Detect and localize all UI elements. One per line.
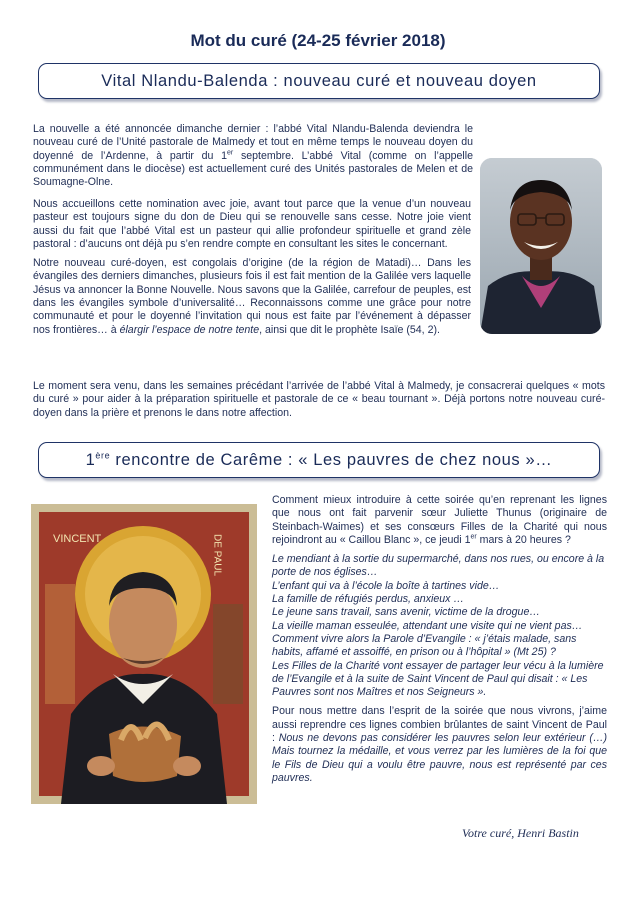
intro-text-end: mars à 20 heures ?	[476, 533, 571, 546]
banner-title: Vital Nlandu-Balenda : nouveau curé et nouveau doyen	[101, 71, 537, 90]
closing-italic: Nous ne devons pas considérer les pauvres selon leur extérieur (…) Mais tournez la médaille, et vous verrez par les lumières de la foi que le Fils de Dieu qui a voulu être pauvre, nous est représenté par ces pauvres.	[272, 732, 607, 784]
para4-text: Le moment sera venu, dans les semaines précédant l’arrivée de l’abbé Vital à Malmedy, je consacrerai quelques « mots du curé » pour aider à la préparation spirituelle et pastorale de ce « beau tournant ». Déjà portons notre nouveau curé-doyen dans la prière et prenons le dans notre affection.	[33, 380, 605, 419]
page-title: Mot du curé (24-25 février 2018)	[190, 31, 446, 50]
intro-text: Comment mieux introduire à cette soirée qu’en reprenant les lignes que nous ont fait parvenir sœur Juliette Thunus (originaire de Steinbach-Waimes) et ses consœurs Filles de la Charité qui nous rejoindront au « Caillou Blanc », ce jeudi 1	[272, 494, 607, 546]
paragraph-block-welcome	[33, 198, 471, 343]
banner-num: 1	[85, 450, 96, 469]
para3-italic: élargir l’espace de notre tente	[119, 323, 260, 336]
quote-line: La famille de réfugiés perdus, anxieux …	[272, 593, 464, 606]
priest-portrait-illustration	[480, 158, 602, 334]
priest-portrait-photo	[480, 158, 602, 334]
para1-text-end: septembre. L’abbé Vital (comme on l’appelle communément dans le diocèse) est actuellement curé des Unités pastorales de Melen et de Soumagne-Olne.	[33, 149, 474, 189]
paragraph-origin	[33, 257, 471, 337]
para3-text-end: , ainsi que dit le prophète Isaïe (54, 2).	[259, 323, 440, 336]
para1-text: La nouvelle a été annoncée dimanche dernier : l’abbé Vital Nlandu-Balenda deviendra le nouveau curé de l’Unité pastorale de Malmedy et tout en même temps le nouveau doyen du doyenné de l’Ardenne, à partir du 1	[33, 123, 473, 162]
banner-sup: ère	[95, 450, 111, 460]
icon-inscription-vincent: VINCENT	[53, 533, 102, 545]
banner-text: rencontre de Carême : « Les pauvres de chez nous »…	[110, 450, 553, 469]
intro-sup: er	[470, 533, 477, 541]
poverty-quote	[272, 553, 607, 699]
quote-line: Le mendiant à la sortie du supermarché, dans nos rues, ou encore à la porte de nos églises…	[272, 553, 605, 579]
signature: Votre curé, Henri Bastin	[462, 826, 579, 840]
quote-line: Comment vivre alors la Parole d’Evangile : « j’étais malade, sans habits, affamé et assoiffé, en prison ou à l’hôpital » (Mt 25) ?	[272, 632, 577, 659]
para3-text: Notre nouveau curé-doyen, est congolais d’origine (de la région de Matadi)… Dans les évangiles des derniers dimanches, plusieurs fois il est fait mention de la Galilée vers laquelle Jésus va annoncer la Bonne Nouvelle. Nous savons que la Galilée, carrefour de peuples, est dans les évangiles symbole d’universalité… Reconnaissons comme une grâce pour notre communauté et pour le doyenné l’invitation qui nous est faite par l’événement à dépasser nos frontières… à	[33, 257, 471, 336]
lent-intro	[272, 494, 607, 547]
saint-vincent-icon-image	[31, 504, 257, 804]
paragraph-joy: Nous accueillons cette nomination avec joie, avant tout parce que la venue d’un nouveau pasteur est toujours signe du don de Dieu qui se renouvelle sans cesse. Notre joie vient aussi du fait que l’abbé Vital est un pasteur qui allie profondeur spirituelle et grand zèle pastoral : d’aucuns ont déjà pu s’en rendre compte en consultant les sites le concernant.	[33, 198, 471, 250]
paragraph-preparation	[33, 380, 605, 426]
quote-line: Les Filles de la Charité vont essayer de partager leur vécu à la lumière de l’Evangile et à la suite de Saint Vincent de Paul qui disait : « Les Pauvres sont nos Maîtres et nos Seigneurs ».	[272, 659, 604, 699]
quote-line: Le jeune sans travail, sans avenir, victime de la drogue…	[272, 606, 540, 619]
section-banner-lent-meeting	[38, 442, 600, 478]
saint-vincent-painting	[31, 504, 257, 804]
quote-line: La vieille maman esseulée, attendant une visite qui ne vient pas…	[272, 619, 583, 632]
lent-text-block	[272, 494, 607, 791]
banner-title-lent	[86, 451, 553, 470]
quote-line: L’enfant qui va à l’école la boîte à tartines vide…	[272, 579, 500, 592]
icon-inscription-depaul: DE PAUL	[211, 534, 223, 577]
closing-text: Pour nous mettre dans l’esprit de la soirée que nous vivrons, j’aime aussi reprendre ces lignes combien brûlantes de saint Vincent de Paul :	[272, 705, 607, 745]
section-banner-new-priest	[38, 63, 600, 99]
para1-sup: er	[227, 149, 234, 157]
lent-closing	[272, 705, 607, 785]
